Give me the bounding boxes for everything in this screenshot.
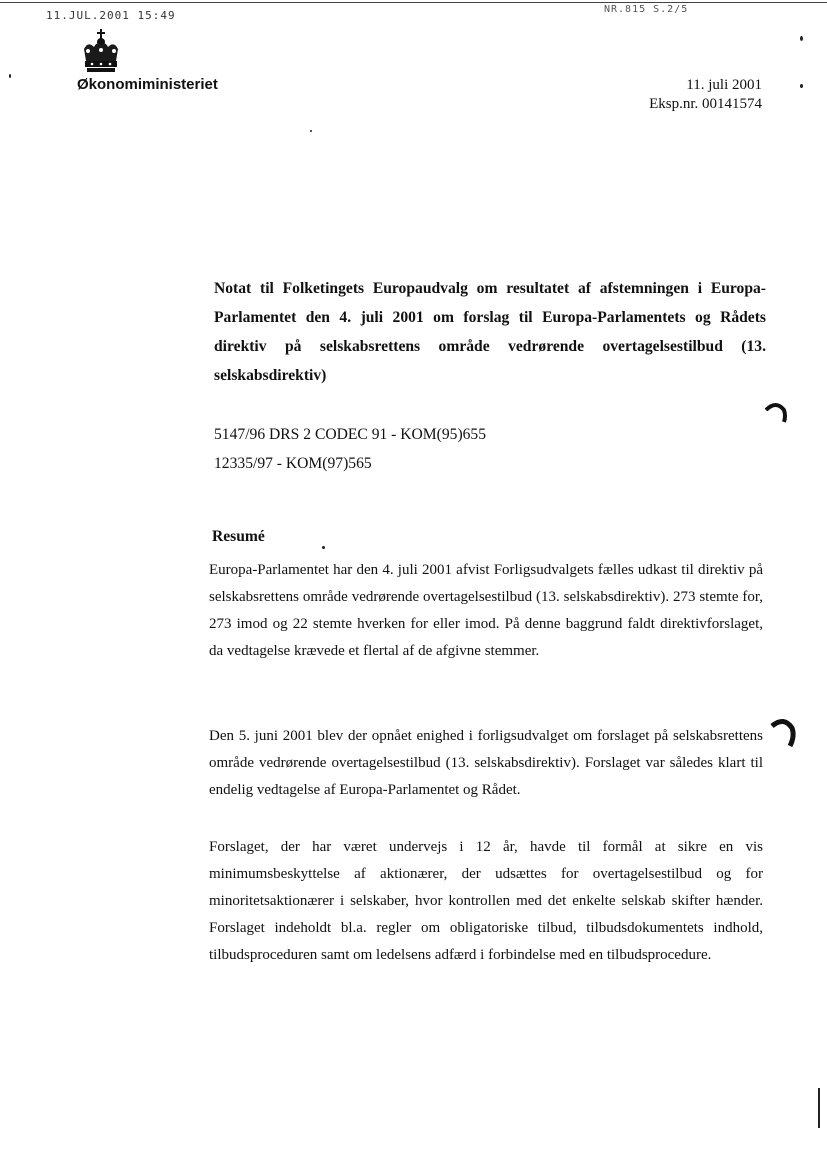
scan-speck bbox=[800, 84, 803, 88]
scan-speck bbox=[9, 74, 11, 78]
document-meta bbox=[649, 76, 762, 114]
reference-list bbox=[214, 420, 486, 478]
body-paragraph: Europa-Parlamentet har den 4. juli 2001 afvist Forligsudvalgets fælles udkast til direktiv på selskabsrettens område vedrørende overtagelsestilbud (13. selskabsdirektiv). 273 stemte for, 273 imod og 22 stemte hverken for eller imod. På denne baggrund faldt direktivforslaget, da vedtagelse krævede et flertal af de afgivne stemmer. bbox=[209, 562, 763, 659]
scan-mark-hook bbox=[762, 400, 790, 428]
document-date: 11. juli 2001 bbox=[686, 77, 762, 93]
royal-crown-crest-icon bbox=[78, 27, 124, 75]
memo-title: Notat til Folketingets Europaudvalg om resultatet af afstemningen i Europa-Parlamentet den 4. juli 2001 om forslag til Europa-Parlamentets og Rådets direktiv på selskabsrettens område vedrørende overtagelsestilbud (13. selskabsdirektiv) bbox=[214, 280, 766, 384]
scan-mark-hook bbox=[768, 718, 798, 750]
fax-top-rule bbox=[0, 2, 827, 3]
scan-speck bbox=[818, 1088, 820, 1128]
case-number: Eksp.nr. 00141574 bbox=[649, 96, 762, 112]
reference-item: 12335/97 - KOM(97)565 bbox=[214, 455, 372, 472]
resume-heading: Resumé bbox=[212, 528, 265, 545]
body-paragraph: Den 5. juni 2001 blev der opnået enighed i forligsudvalget om forslaget på selskabsrettens område vedrørende overtagelsestilbud (13. selskabsdirektiv). Forslaget var således klart til endelig vedtagelse af Europa-Parlamentet og Rådet. bbox=[209, 728, 763, 798]
fax-header-page-number: NR.815 S.2/5 bbox=[604, 4, 689, 15]
scan-speck bbox=[322, 546, 325, 549]
fax-header-timestamp: 11.JUL.2001 15:49 bbox=[46, 9, 176, 22]
scan-speck bbox=[800, 36, 803, 41]
ministry-name: Økonomiministeriet bbox=[77, 76, 218, 93]
body-paragraph: Forslaget, der har været undervejs i 12 år, havde til formål at sikre en vis minimumsbeskyttelse af aktionærer, der udsættes for overtagelsestilbud og for minoritetsaktionærer i selskaber, hvor kontrollen med det enkelte selskab skifter hænder. Forslaget indeholdt bl.a. regler om obligatoriske tilbud, tilbudsdokumentets indhold, tilbudsproceduren samt om ledelsens adfærd i forbindelse med en tilbudsprocedure. bbox=[209, 839, 763, 963]
scan-speck bbox=[310, 130, 312, 132]
reference-item: 5147/96 DRS 2 CODEC 91 - KOM(95)655 bbox=[214, 426, 487, 443]
